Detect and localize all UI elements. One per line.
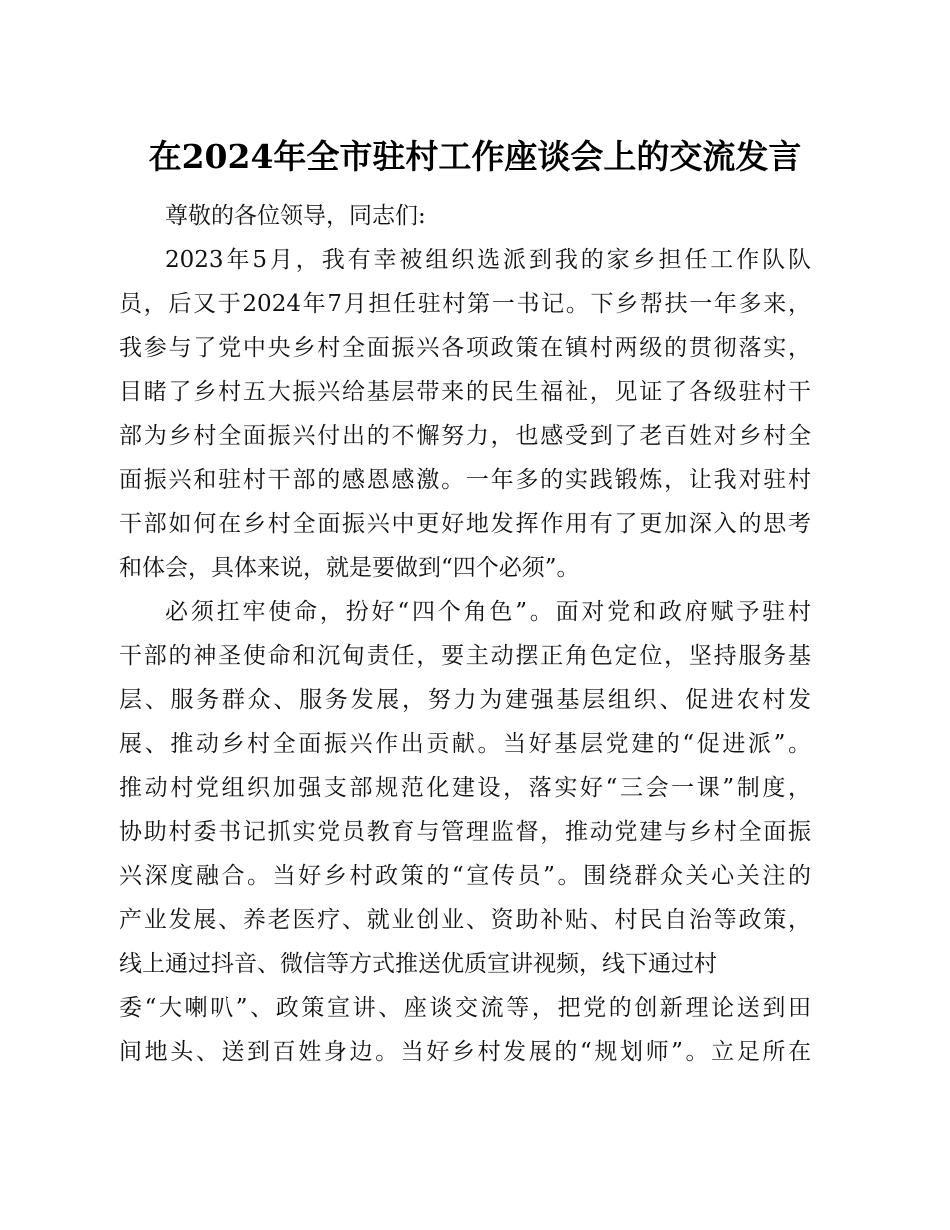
paragraph-line: 必须扛牢使命，扮好“四个角色”。面对党和政府赋予驻村 xyxy=(165,599,811,625)
paragraph-line: 2023年5月，我有幸被组织选派到我的家乡担任工作队队 xyxy=(165,247,811,273)
paragraph-line: 干部的神圣使命和沉甸责任，要主动摆正角色定位，坚持服务基 xyxy=(119,643,811,669)
paragraph-line: 协助村委书记抓实党员教育与管理监督，推动党建与乡村全面振 xyxy=(119,819,811,845)
paragraph-line: 干部如何在乡村全面振兴中更好地发挥作用有了更加深入的思考 xyxy=(119,511,811,537)
paragraph-line: 兴深度融合。当好乡村政策的“宣传员”。围绕群众关心关注的 xyxy=(119,863,811,889)
paragraph-line: 委“大喇叭”、政策宣讲、座谈交流等，把党的创新理论送到田 xyxy=(119,995,811,1021)
document-title: 在2024年全市驻村工作座谈会上的交流发言 xyxy=(148,137,802,176)
paragraph-line: 员，后又于2024年7月担任驻村第一书记。下乡帮扶一年多来， xyxy=(119,291,811,317)
paragraph-line: 我参与了党中央乡村全面振兴各项政策在镇村两级的贯彻落实， xyxy=(119,335,811,361)
paragraph-line: 线上通过抖音、微信等方式推送优质宣讲视频，线下通过村 xyxy=(119,951,717,977)
paragraph-line: 目睹了乡村五大振兴给基层带来的民生福祉，见证了各级驻村干 xyxy=(119,379,811,405)
salutation-line: 尊敬的各位领导，同志们: xyxy=(165,203,426,229)
paragraph-line: 部为乡村全面振兴付出的不懈努力，也感受到了老百姓对乡村全 xyxy=(119,423,811,449)
paragraph-line: 推动村党组织加强支部规范化建设，落实好“三会一课”制度， xyxy=(119,775,811,801)
paragraph-line: 和体会，具体来说，就是要做到“四个必须”。 xyxy=(119,555,580,581)
paragraph-line: 层、服务群众、服务发展，努力为建强基层组织、促进农村发 xyxy=(119,687,811,713)
paragraph-line: 面振兴和驻村干部的感恩感激。一年多的实践锻炼，让我对驻村 xyxy=(119,467,811,493)
paragraph-line: 产业发展、养老医疗、就业创业、资助补贴、村民自治等政策， xyxy=(119,907,811,933)
paragraph-line: 展、推动乡村全面振兴作出贡献。当好基层党建的“促进派”。 xyxy=(119,731,811,757)
paragraph-line: 间地头、送到百姓身边。当好乡村发展的“规划师”。立足所在 xyxy=(119,1039,811,1065)
